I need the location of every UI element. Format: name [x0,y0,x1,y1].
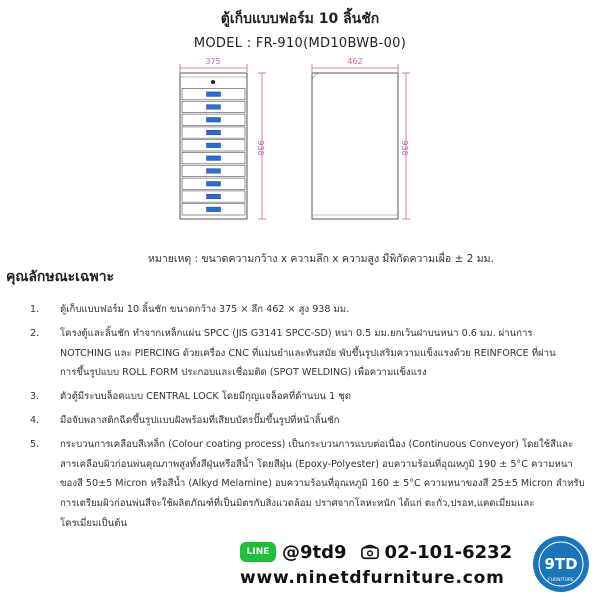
drawer-handle-icon [207,105,221,110]
spec-number: 3. [30,391,40,403]
drawer-handle-icon [207,207,221,212]
spec-line: โครงตู้และลิ้นชัก ทำจากเหล็กแผ่น SPCC (JIS G3141 SPCC-SD) หนา 0.5 มม.ยกเว้นฝาบนหนา 0.6 มม. ผ่านการ [60,327,533,339]
brand-logo [532,535,590,593]
logo-subtext: FURNITURE [548,578,574,583]
drawer-handle-icon [207,182,221,187]
line-app-icon[interactable]: LINE [240,542,276,562]
cabinet-technical-drawing [0,0,600,250]
drawer-handle-icon [207,194,221,199]
dimension-note: หมายเหตุ : ขนาดความกว้าง x ความลึก x ความสูง มีพิกัดความเผื่อ ± 2 มม. [148,253,494,265]
phone-icon [361,543,379,561]
spec-line: มือจับพลาสติกฉีดขึ้นรูปแบบฝังพร้อมที่เสียบบัตรปั๊มขึ้นรูปที่หน้าลิ้นชัก [60,414,340,426]
lock-icon [211,80,215,84]
drawer-handle-icon [207,169,221,174]
side-height-dimension: 938 [400,140,409,156]
logo-text: 9TD [544,555,578,573]
spec-number: 4. [30,414,40,426]
spec-line: ของสี 50±5 Micron หรือสีน้ำ (Alkyd Melamine) อบความร้อนที่อุณหภูมิ 160 ± 5°C ความหนาของสี 25±5 Micron สำหรับ [60,478,585,490]
specs-heading: คุณลักษณะเฉพาะ [6,269,115,285]
spec-item [30,324,590,383]
drawer-handle-icon [207,118,221,123]
specs-list [30,300,590,534]
drawer-handle-icon [207,143,221,148]
spec-line: โครเมี่ยมเป็นต้น [60,517,127,529]
drawer-handle-icon [207,130,221,135]
front-width-dimension: 375 [205,57,221,66]
spec-item [30,435,590,534]
spec-line: การเตรียมผิวก่อนพ่นสีจะใช้ผลิตภัณฑ์ที่เป็นมิตรกับสิ่งแวดล้อม ปราศจากโลหะหนัก ได้แก่ ตะกั่ว,ปรอท,แคดเมี่ยมและ [60,498,535,510]
page-title: ตู้เก็บแบบฟอร์ม 10 ลิ้นชัก [220,11,380,27]
side-depth-dimension: 462 [347,57,363,66]
contact-row [240,541,512,563]
spec-line: กระบวนการเคลือบสีเหล็ก (Colour coating process) เป็นกระบวนการแบบต่อเนื่อง (Continuous Conveyor) โดยใช้สีและ [60,438,574,450]
spec-item [30,411,590,431]
spec-number: 1. [30,304,40,315]
front-height-dimension: 938 [256,140,265,156]
drawer-handle-icon [207,92,221,97]
model-number: MODEL : FR-910(MD10BWB-00) [193,36,407,51]
spec-line: ตัวตู้มีระบบล็อคแบบ CENTRAL LOCK โดยมีกุญแจล็อคที่ด้านบน 1 ชุด [60,391,352,403]
spec-item [30,387,590,407]
spec-item [30,300,590,320]
spec-number: 5. [30,438,40,450]
line-id[interactable]: @9td9 [282,541,347,563]
front-view [180,57,266,219]
spec-line: NOTCHING และ PIERCING ด้วยเครื่อง CNC ที่แม่นยำและทันสมัย พับขึ้นรูปเสริมความแข็งแรงด้วย REINFORCE ที่ผ่าน [60,347,556,359]
spec-line: การขึ้นรูปแบบ ROLL FORM ประกอบและเชื่อมติด (SPOT WELDING) เพื่อความแข็งแรง [60,367,427,379]
website-link[interactable]: www.ninetdfurniture.com [240,568,505,588]
spec-line: ตู้เก็บแบบฟอร์ม 10 ลิ้นชัก ขนาดกว้าง 375 × ลึก 462 × สูง 938 มม. [60,304,350,315]
spec-line: สารเคลือบผิวก่อนพ่นคุณภาพสูงทั้งสีฝุ่นหรือสีน้ำ โดยสีฝุ่น (Epoxy-Polyester) อบความร้อนที่อุณหภูมิ 190 ± 5°C ความหนา [60,458,573,470]
spec-number: 2. [30,327,40,339]
phone-number[interactable]: 02-101-6232 [384,541,513,563]
drawer-handle-icon [207,156,221,161]
side-view [312,57,410,219]
